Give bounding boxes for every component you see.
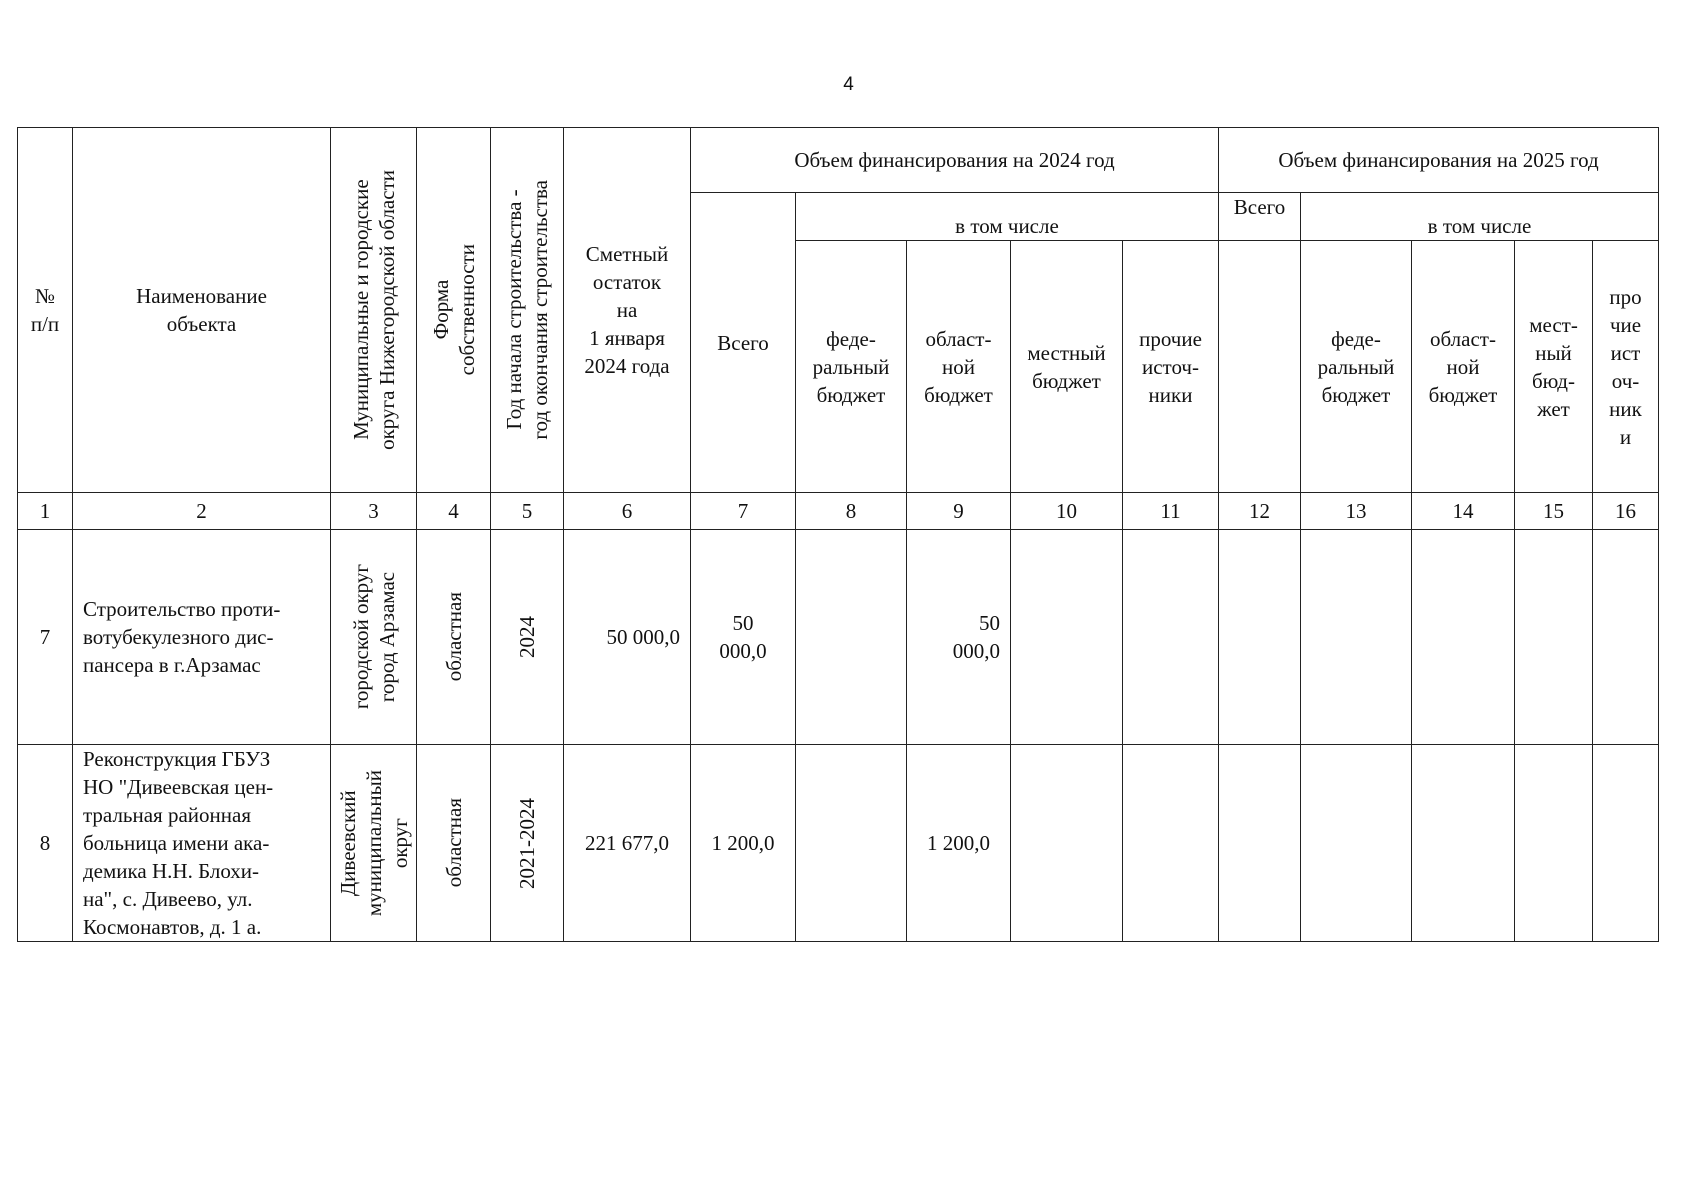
header-group-2024: Объем финансирования на 2024 год [691,128,1219,193]
header-other-2024: прочие источ- ники [1123,241,1219,493]
financing-table [17,127,1659,942]
other-2024 [1123,530,1219,745]
column-number: 4 [417,493,491,530]
ownership: областная [417,530,491,745]
header-regional-2024: област- ной бюджет [907,241,1011,493]
header-num: № п/п [18,128,73,493]
column-number: 15 [1515,493,1593,530]
header-ownership: Форма собственности [417,128,491,493]
federal-2025 [1301,530,1412,745]
other-2025 [1593,745,1659,942]
row-num: 7 [18,530,73,745]
header-other-2025: про чие ист оч- ник и [1593,241,1659,493]
column-number: 5 [491,493,564,530]
header-estimated-balance: Сметный остаток на 1 января 2024 года [564,128,691,493]
local-2025 [1515,745,1593,942]
construction-years: 2021-2024 [491,745,564,942]
regional-2024: 1 200,0 [907,745,1011,942]
estimated-balance: 50 000,0 [564,530,691,745]
total-2025 [1219,745,1301,942]
column-number: 9 [907,493,1011,530]
header-total-2025: Всего [1219,193,1301,241]
header-object-name: Наименование объекта [73,128,331,493]
header-including-2025: в том числе [1301,193,1659,241]
page-number: 4 [843,74,854,95]
municipality: городской округ город Арзамас [331,530,417,745]
column-number: 2 [73,493,331,530]
total-2024: 1 200,0 [691,745,796,942]
object-name: Строительство проти- вотубекулезного дис- пансера в г.Арзамас [73,530,331,745]
header-total-2025-blank [1219,241,1301,493]
column-number: 12 [1219,493,1301,530]
federal-2025 [1301,745,1412,942]
header-local-2025: мест- ный бюд- жет [1515,241,1593,493]
row-num: 8 [18,745,73,942]
total-2024: 50 000,0 [691,530,796,745]
other-2025 [1593,530,1659,745]
column-number: 6 [564,493,691,530]
regional-2025 [1412,530,1515,745]
column-number: 10 [1011,493,1123,530]
regional-2024: 50 000,0 [907,530,1011,745]
local-2024 [1011,530,1123,745]
column-number: 3 [331,493,417,530]
object-name: Реконструкция ГБУЗ НО "Дивеевская цен- тральная районная больница имени ака- демика Н.Н. Блохи- на", с. Дивеево, ул. Космонавтов, д. 1 а. [73,745,331,942]
other-2024 [1123,745,1219,942]
table-row [18,530,1659,745]
column-numbers-row [18,493,1659,530]
federal-2024 [796,530,907,745]
column-number: 16 [1593,493,1659,530]
header-federal-2024: феде- ральный бюджет [796,241,907,493]
header-including-2024: в том числе [796,193,1219,241]
column-number: 11 [1123,493,1219,530]
estimated-balance: 221 677,0 [564,745,691,942]
header-construction-years: Год начала строительства - год окончания строительства [491,128,564,493]
table-row [18,745,1659,942]
column-number: 13 [1301,493,1412,530]
header-municipality: Муниципальные и городские округа Нижегородской области [331,128,417,493]
column-number: 8 [796,493,907,530]
header-federal-2025: феде- ральный бюджет [1301,241,1412,493]
header-local-2024: местный бюджет [1011,241,1123,493]
local-2025 [1515,530,1593,745]
total-2025 [1219,530,1301,745]
column-number: 7 [691,493,796,530]
column-number: 14 [1412,493,1515,530]
header-regional-2025: област- ной бюджет [1412,241,1515,493]
header-group-2025: Объем финансирования на 2025 год [1219,128,1659,193]
municipality: Дивеевский муниципальный округ [331,745,417,942]
column-number: 1 [18,493,73,530]
header-total-2024: Всего [691,193,796,493]
ownership: областная [417,745,491,942]
construction-years: 2024 [491,530,564,745]
local-2024 [1011,745,1123,942]
regional-2025 [1412,745,1515,942]
federal-2024 [796,745,907,942]
